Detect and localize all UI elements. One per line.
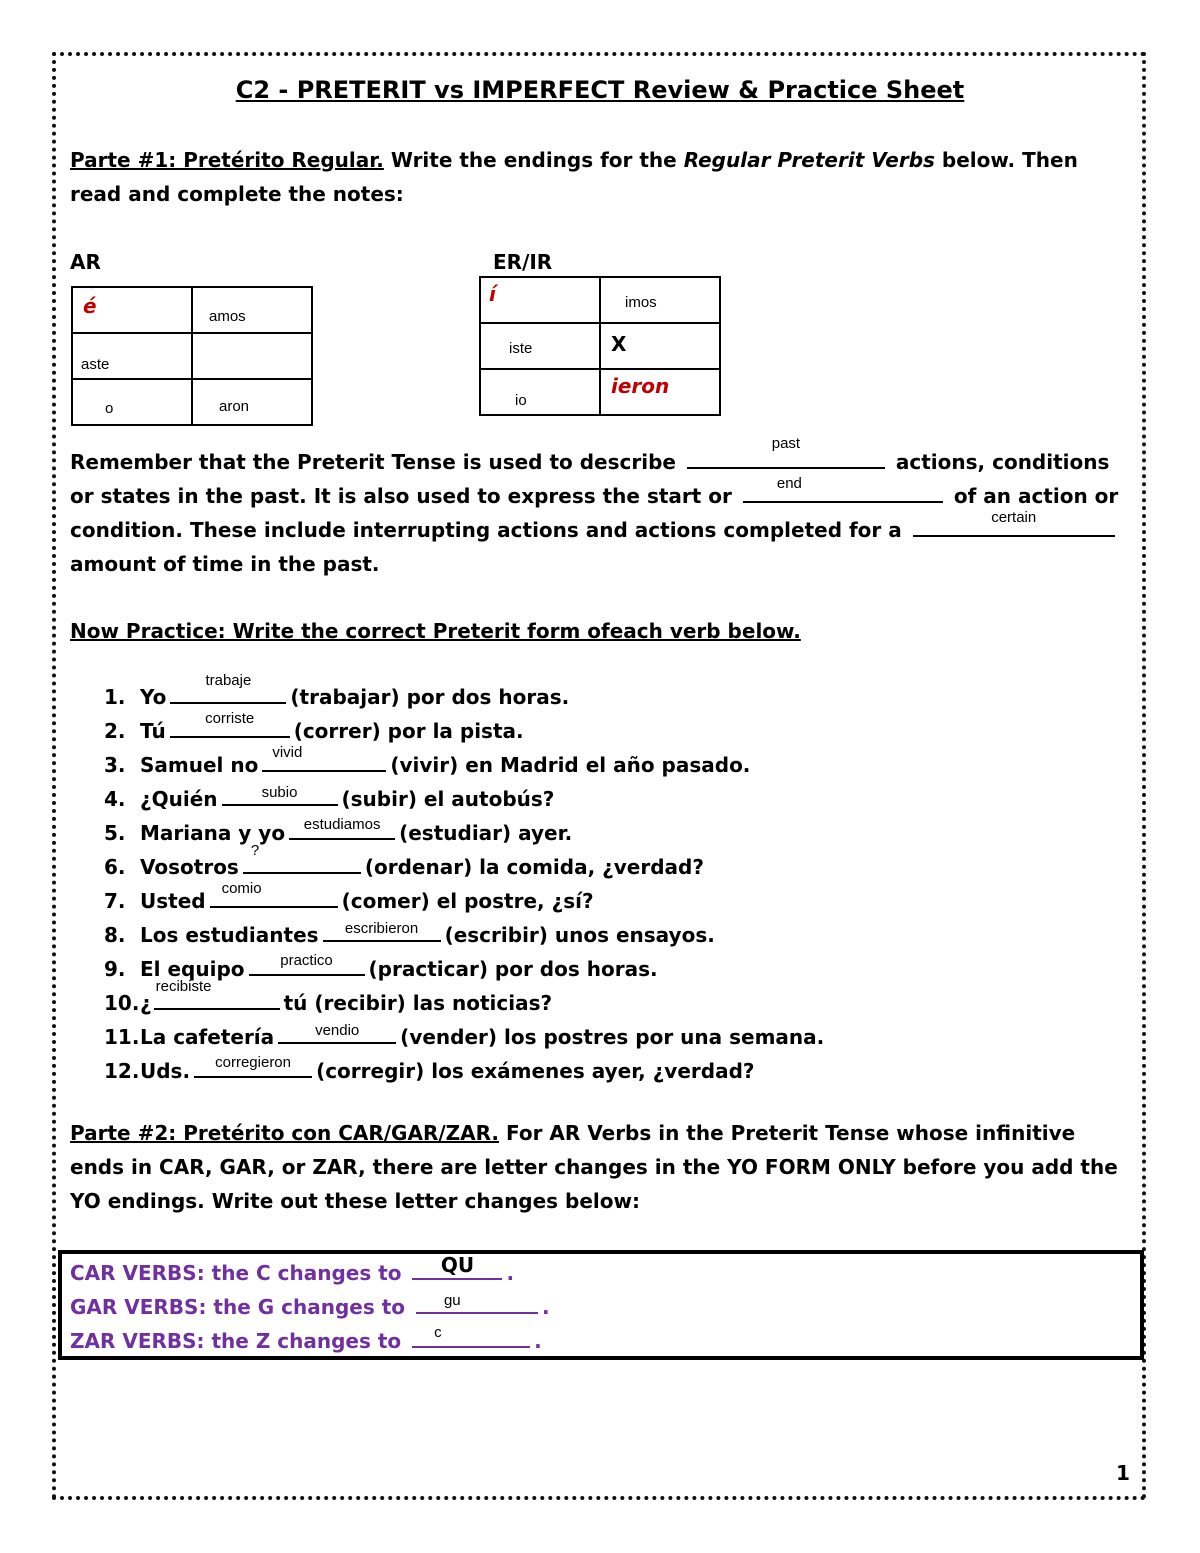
practice-item-11 (104, 1020, 824, 1054)
part2-line1 (70, 1116, 1075, 1150)
item-prefix: ¿ (140, 991, 152, 1015)
answer-blank[interactable] (154, 978, 280, 1010)
part2-line2: ends in CAR, GAR, or ZAR, there are letter changes in the YO FORM ONLY before you add the (70, 1155, 1118, 1179)
answer-blank[interactable] (243, 842, 361, 874)
item-suffix: (corregir) los exámenes ayer, ¿verdad? (316, 1059, 755, 1083)
item-prefix: Samuel no (140, 753, 259, 777)
zar-fill: c (434, 1324, 442, 1341)
item-prefix: Vosotros (140, 855, 239, 879)
practice-item-6 (104, 842, 824, 884)
item-number: 9. (104, 957, 126, 981)
item-prefix: Tú (140, 719, 166, 743)
notes-line3 (70, 509, 1119, 547)
ar-cell-ellos-text: aron (219, 398, 250, 415)
answer-text: trabaje (205, 672, 252, 689)
answer-blank[interactable] (222, 782, 338, 806)
ar-cell-tu-text: aste (81, 356, 110, 373)
erir-endings-table (479, 276, 721, 416)
item-suffix: (vivir) en Madrid el año pasado. (390, 753, 751, 777)
part1-instruction-b: below. Then (934, 148, 1078, 172)
notes-l3a: condition. These include interrupting actions and actions completed for a (70, 518, 902, 542)
answer-blank[interactable] (170, 710, 290, 738)
part1-instruction-a: Write the endings for the (390, 148, 684, 172)
er-cell-tu-text: iste (509, 340, 533, 357)
ar-cell-vosotros[interactable] (192, 333, 312, 379)
practice-item-5 (104, 816, 824, 850)
item-number: 11. (104, 1025, 140, 1049)
ar-cell-nosotros[interactable] (192, 287, 312, 333)
gar-blank[interactable] (416, 1290, 538, 1314)
item-prefix: La cafetería (140, 1025, 275, 1049)
ar-endings-table (71, 286, 313, 426)
notes-line1 (70, 435, 1110, 479)
zar-label: ZAR VERBS: the Z changes to (70, 1329, 402, 1353)
answer-text: escribieron (344, 920, 419, 937)
er-cell-el[interactable] (480, 369, 600, 415)
item-number: 4. (104, 787, 126, 811)
part1-instructions (70, 143, 1078, 177)
practice-list (104, 672, 825, 1088)
item-number: 1. (104, 685, 126, 709)
car-fill: QU (440, 1253, 475, 1277)
practice-item-7 (104, 880, 824, 918)
car-verbs-line: CAR VERBS: the C changes to QU . (70, 1256, 514, 1290)
part1-instruction-line2: read and complete the notes: (70, 182, 404, 206)
answer-blank[interactable] (249, 952, 365, 976)
er-cell-vosotros-text: X (611, 332, 627, 356)
page-title: C2 - PRETERIT vs IMPERFECT Review & Practice Sheet (235, 76, 965, 104)
item-number: 7. (104, 889, 126, 913)
answer-text: practico (280, 952, 333, 969)
part1-instruction-em: Regular Preterit Verbs (683, 148, 935, 172)
ar-cell-yo-text: é (83, 294, 97, 318)
answer-blank[interactable] (210, 880, 338, 908)
part1-heading: Parte #1: Pretérito Regular. (70, 148, 384, 172)
zar-verbs-line: ZAR VERBS: the Z changes to c . (70, 1324, 542, 1358)
item-number: 5. (104, 821, 126, 845)
practice-item-8 (104, 918, 824, 952)
part2-heading: Parte #2: Pretérito con CAR/GAR/ZAR. (70, 1121, 500, 1145)
answer-text: estudiamos (303, 816, 381, 833)
item-suffix: (trabajar) por dos horas. (290, 685, 570, 709)
item-prefix: ¿Quién (140, 787, 218, 811)
item-suffix: (ordenar) la comida, ¿verdad? (364, 855, 704, 879)
answer-text: vivid (272, 744, 303, 761)
item-number: 12. (104, 1059, 140, 1083)
practice-item-12 (104, 1054, 824, 1088)
part2-l1: For AR Verbs in the Preterit Tense whose infinitive (499, 1121, 1076, 1145)
item-number: 3. (104, 753, 126, 777)
notes-l1b: actions, conditions (895, 450, 1110, 474)
er-cell-nosotros-text: imos (625, 294, 657, 311)
item-suffix: (estudiar) ayer. (399, 821, 573, 845)
practice-item-4 (104, 782, 824, 816)
item-prefix: Mariana y yo (140, 821, 286, 845)
answer-blank[interactable] (170, 672, 286, 704)
practice-item-3 (104, 744, 824, 782)
er-cell-ellos[interactable] (600, 369, 720, 415)
answer-text: corregieron (215, 1054, 291, 1071)
item-suffix: (subir) el autobús? (341, 787, 555, 811)
item-prefix: Los estudiantes (140, 923, 319, 947)
er-cell-vosotros[interactable] (600, 323, 720, 369)
item-number: 6. (104, 855, 126, 879)
item-prefix: El equipo (140, 957, 245, 981)
practice-item-2 (104, 710, 824, 748)
notes-l2b: of an action or (953, 484, 1119, 508)
car-blank[interactable] (412, 1253, 502, 1280)
ar-cell-nosotros-text: amos (209, 308, 246, 325)
ar-cell-el-text: o (105, 400, 114, 417)
notes-line2 (70, 475, 1119, 513)
answer-blank[interactable] (289, 816, 395, 840)
ar-cell-tu[interactable] (72, 333, 192, 379)
notes-fill-past: past (771, 435, 801, 452)
er-cell-yo-text: í (489, 282, 496, 306)
item-suffix: (correr) por la pista. (293, 719, 524, 743)
practice-heading: Now Practice: Write the correct Preterit form ofeach verb below. (70, 619, 801, 643)
practice-item-10 (104, 978, 824, 1020)
ar-cell-el[interactable] (72, 379, 192, 425)
answer-text: corriste (205, 710, 255, 727)
item-prefix: Yo (140, 685, 167, 709)
item-suffix: (vender) los postres por una semana. (400, 1025, 825, 1049)
er-cell-el-text: io (515, 392, 527, 409)
answer-text: subio (261, 784, 298, 801)
gar-fill: gu (443, 1292, 461, 1309)
item-suffix: (comer) el postre, ¿sí? (341, 889, 594, 913)
zar-blank[interactable] (412, 1324, 530, 1348)
item-prefix: Uds. (140, 1059, 191, 1083)
notes-fill-certain: certain (991, 509, 1037, 526)
er-cell-tu[interactable] (480, 323, 600, 369)
answer-blank[interactable] (323, 918, 441, 942)
practice-item-9 (104, 952, 824, 986)
gar-verbs-line: GAR VERBS: the G changes to gu . (70, 1290, 550, 1324)
er-cell-yo[interactable] (480, 277, 600, 323)
notes-fill-end: end (776, 475, 802, 492)
item-suffix: (practicar) por dos horas. (368, 957, 658, 981)
erir-label: ER/IR (493, 250, 553, 274)
item-number: 8. (104, 923, 126, 947)
car-label: CAR VERBS: the C changes to (70, 1261, 402, 1285)
notes-l1a: Remember that the Preterit Tense is used to describe (70, 450, 676, 474)
notes-l2a: or states in the past. It is also used to express the start or (70, 484, 732, 508)
ar-cell-yo[interactable] (72, 287, 192, 333)
ar-cell-ellos[interactable] (192, 379, 312, 425)
notes-blank-certain[interactable] (913, 509, 1115, 537)
ar-label: AR (70, 250, 101, 274)
answer-text: vendio (315, 1022, 360, 1039)
answer-blank[interactable] (194, 1054, 312, 1078)
notes-line4: amount of time in the past. (70, 552, 380, 576)
item-prefix: Usted (140, 889, 206, 913)
er-cell-ellos-text: ieron (611, 374, 670, 398)
answer-text: recibiste (155, 978, 212, 995)
answer-blank[interactable] (262, 744, 386, 772)
page-number: 1 (1116, 1461, 1130, 1485)
answer-blank[interactable] (278, 1020, 396, 1044)
notes-blank-past[interactable] (687, 435, 885, 469)
item-number: 10. (104, 991, 140, 1015)
gar-label: GAR VERBS: the G changes to (70, 1295, 405, 1319)
item-suffix: tú (recibir) las noticias? (283, 991, 553, 1015)
item-number: 2. (104, 719, 126, 743)
notes-blank-end[interactable] (743, 475, 943, 503)
part2-line3: YO endings. Write out these letter changes below: (70, 1189, 640, 1213)
answer-text: comio (221, 880, 262, 897)
item-suffix: (escribir) unos ensayos. (444, 923, 715, 947)
er-cell-nosotros[interactable] (600, 277, 720, 323)
answer-text: ? (250, 842, 260, 859)
